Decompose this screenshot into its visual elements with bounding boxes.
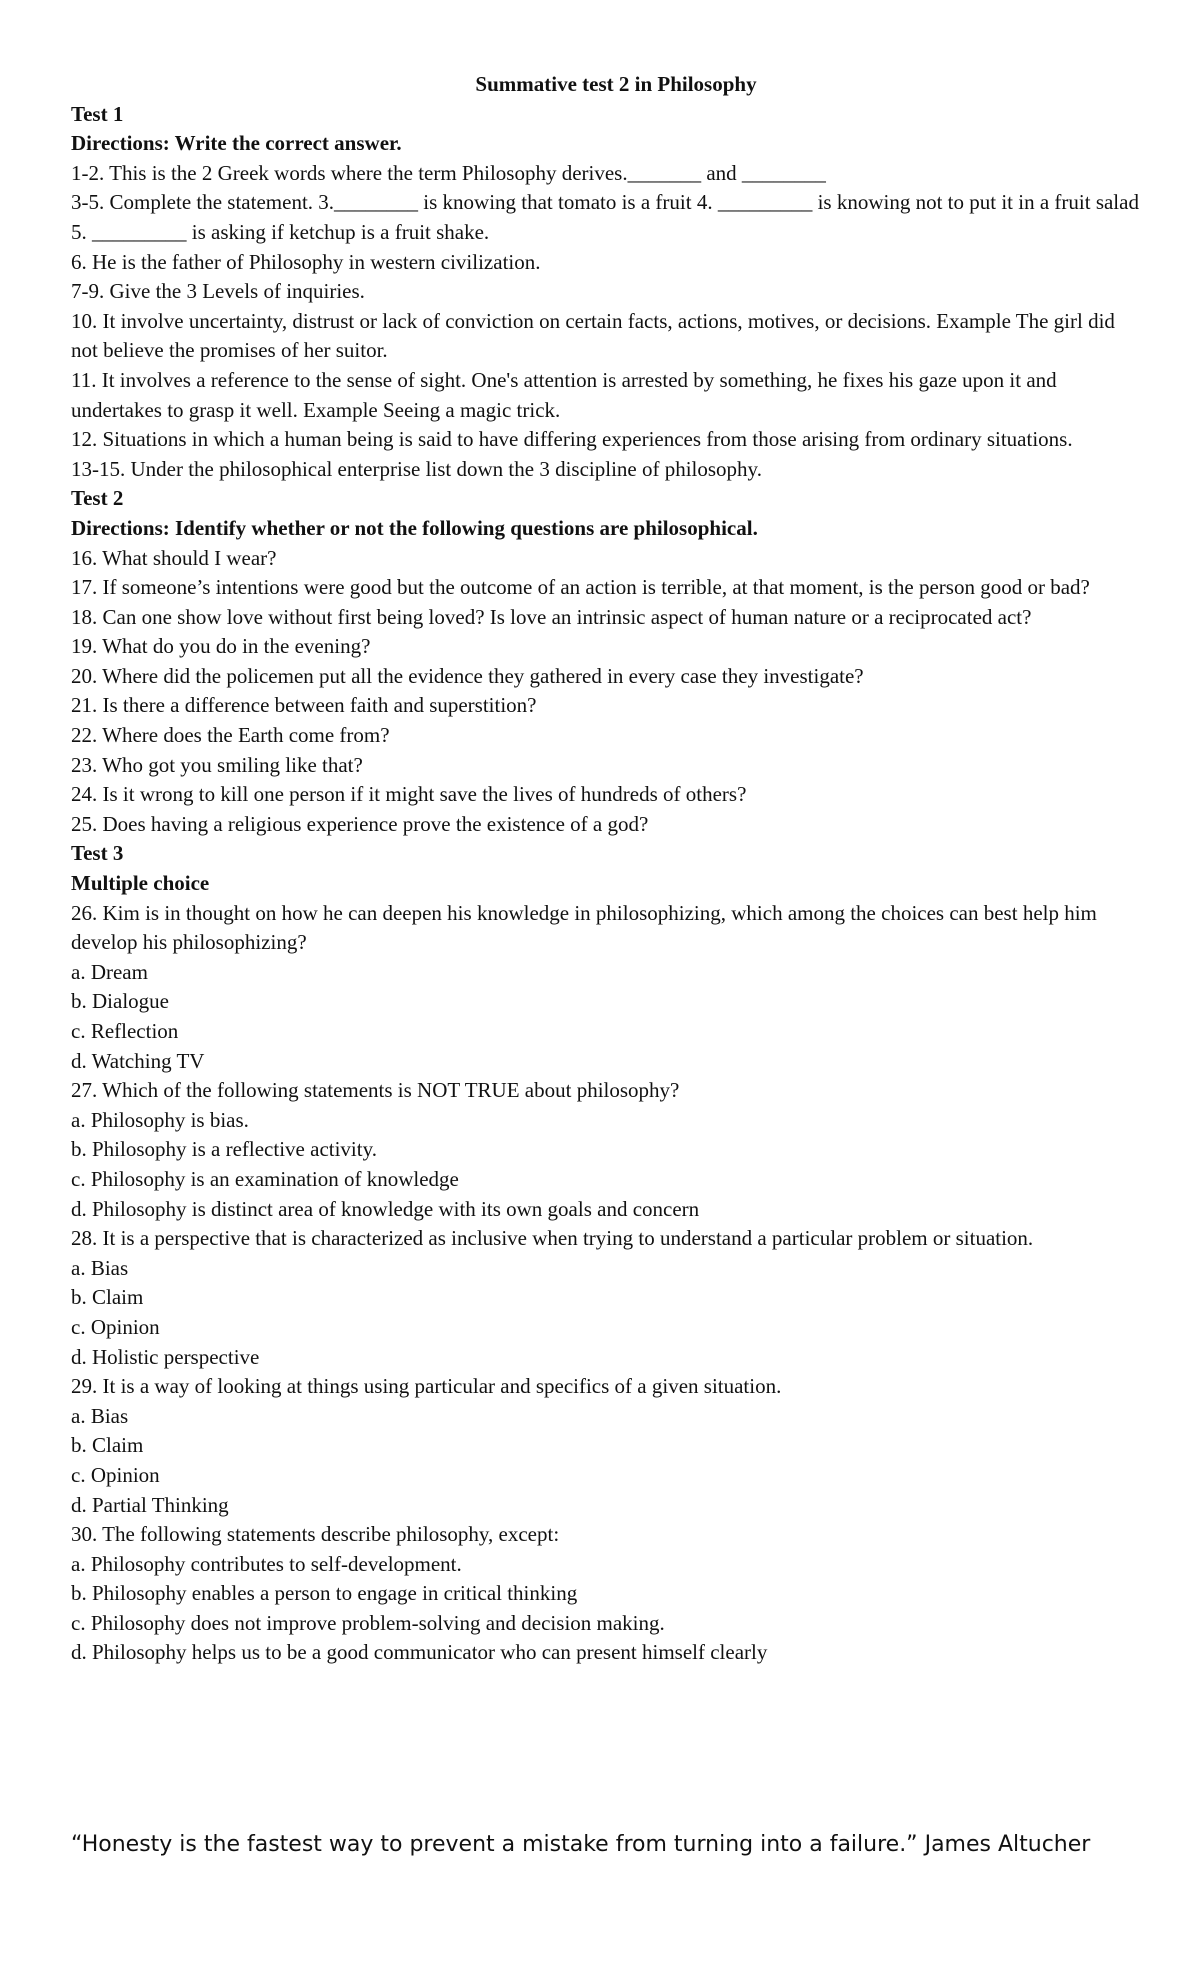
answer-choice: c. Reflection xyxy=(71,1019,179,1043)
test-content xyxy=(71,70,1141,1668)
question-item: 26. Kim is in thought on how he can deepen his knowledge in philosophizing, which among the choices can best help him develop his philosophizing? xyxy=(71,900,1097,955)
answer-choice: a. Philosophy contributes to self-development. xyxy=(71,1551,462,1576)
answer-choice: d. Holistic perspective xyxy=(71,1344,260,1369)
question-item: 3-5. Complete the statement. 3.________ is knowing that tomato is a fruit 4. _________ is knowing not to put it in a fruit salad 5. _________ is asking if ketchup is a fruit shake. xyxy=(71,190,1139,244)
question-item: 7-9. Give the 3 Levels of inquiries. xyxy=(71,279,365,304)
question-item: 22. Where does the Earth come from? xyxy=(71,723,390,748)
answer-choice: a. Dream xyxy=(71,959,148,984)
answer-choice: b. Philosophy enables a person to engage in critical thinking xyxy=(71,1581,578,1606)
question-item: 25. Does having a religious experience prove the existence of a god? xyxy=(71,811,649,836)
answer-choice: b. Claim xyxy=(71,1433,144,1458)
answer-choice: a. Bias xyxy=(71,1255,129,1280)
test3-directions: Multiple choice xyxy=(71,871,210,896)
question-item: 30. The following statements describe philosophy, except: xyxy=(71,1522,560,1547)
question-item: 1-2. This is the 2 Greek words where the term Philosophy derives._______ and ________ xyxy=(71,160,826,185)
question-item: 20. Where did the policemen put all the evidence they gathered in every case they investigate? xyxy=(71,663,864,688)
answer-choice: d. Partial Thinking xyxy=(71,1492,229,1517)
question-item: 29. It is a way of looking at things using particular and specifics of a given situation. xyxy=(71,1374,782,1399)
answer-choice: d. Watching TV xyxy=(71,1048,205,1073)
test1-heading: Test 1 xyxy=(71,101,124,126)
question-item: 23. Who got you smiling like that? xyxy=(71,752,363,777)
answer-choice: b. Dialogue xyxy=(71,989,169,1014)
page-title: Summative test 2 in Philosophy xyxy=(475,72,757,96)
test1-directions: Directions: Write the correct answer. xyxy=(71,131,402,156)
answer-choice: c. Opinion xyxy=(71,1314,160,1339)
test3-heading: Test 3 xyxy=(71,841,124,866)
answer-choice: c. Philosophy does not improve problem-solving and decision making. xyxy=(71,1610,665,1635)
question-item: 6. He is the father of Philosophy in western civilization. xyxy=(71,249,541,274)
question-item: 10. It involve uncertainty, distrust or lack of conviction on certain facts, actions, motives, or decisions. Example The girl did not believe the promises of her suitor. xyxy=(71,308,1115,363)
answer-choice: c. Philosophy is an examination of knowledge xyxy=(71,1166,459,1191)
question-item: 17. If someone’s intentions were good but the outcome of an action is terrible, at that moment, is the person good or bad? xyxy=(71,575,1090,600)
question-item: 18. Can one show love without first being loved? Is love an intrinsic aspect of human nature or a reciprocated act? xyxy=(71,604,1032,629)
answer-choice: b. Claim xyxy=(71,1285,144,1310)
answer-choice: b. Philosophy is a reflective activity. xyxy=(71,1137,377,1162)
question-item: 11. It involves a reference to the sense of sight. One's attention is arrested by something, he fixes his gaze upon it and undertakes to grasp it well. Example Seeing a magic trick. xyxy=(71,367,1057,422)
closing-quote: “Honesty is the fastest way to prevent a mistake from turning into a failure.” James Altucher xyxy=(71,1832,1091,1857)
test2-directions: Directions: Identify whether or not the following questions are philosophical. xyxy=(71,515,758,540)
question-item: 24. Is it wrong to kill one person if it might save the lives of hundreds of others? xyxy=(71,782,747,807)
test2-heading: Test 2 xyxy=(71,486,124,511)
answer-choice: d. Philosophy is distinct area of knowledge with its own goals and concern xyxy=(71,1196,700,1221)
answer-choice: d. Philosophy helps us to be a good communicator who can present himself clearly xyxy=(71,1640,768,1665)
question-item: 19. What do you do in the evening? xyxy=(71,634,371,659)
question-item: 27. Which of the following statements is NOT TRUE about philosophy? xyxy=(71,1078,680,1103)
answer-choice: a. Bias xyxy=(71,1403,129,1428)
question-item: 12. Situations in which a human being is said to have differing experiences from those arising from ordinary situations. xyxy=(71,427,1073,452)
question-item: 28. It is a perspective that is characterized as inclusive when trying to understand a particular problem or situation. xyxy=(71,1226,1034,1251)
answer-choice: c. Opinion xyxy=(71,1462,160,1487)
question-item: 16. What should I wear? xyxy=(71,545,277,570)
question-item: 13-15. Under the philosophical enterprise list down the 3 discipline of philosophy. xyxy=(71,456,762,481)
answer-choice: a. Philosophy is bias. xyxy=(71,1107,249,1132)
question-item: 21. Is there a difference between faith and superstition? xyxy=(71,693,537,718)
